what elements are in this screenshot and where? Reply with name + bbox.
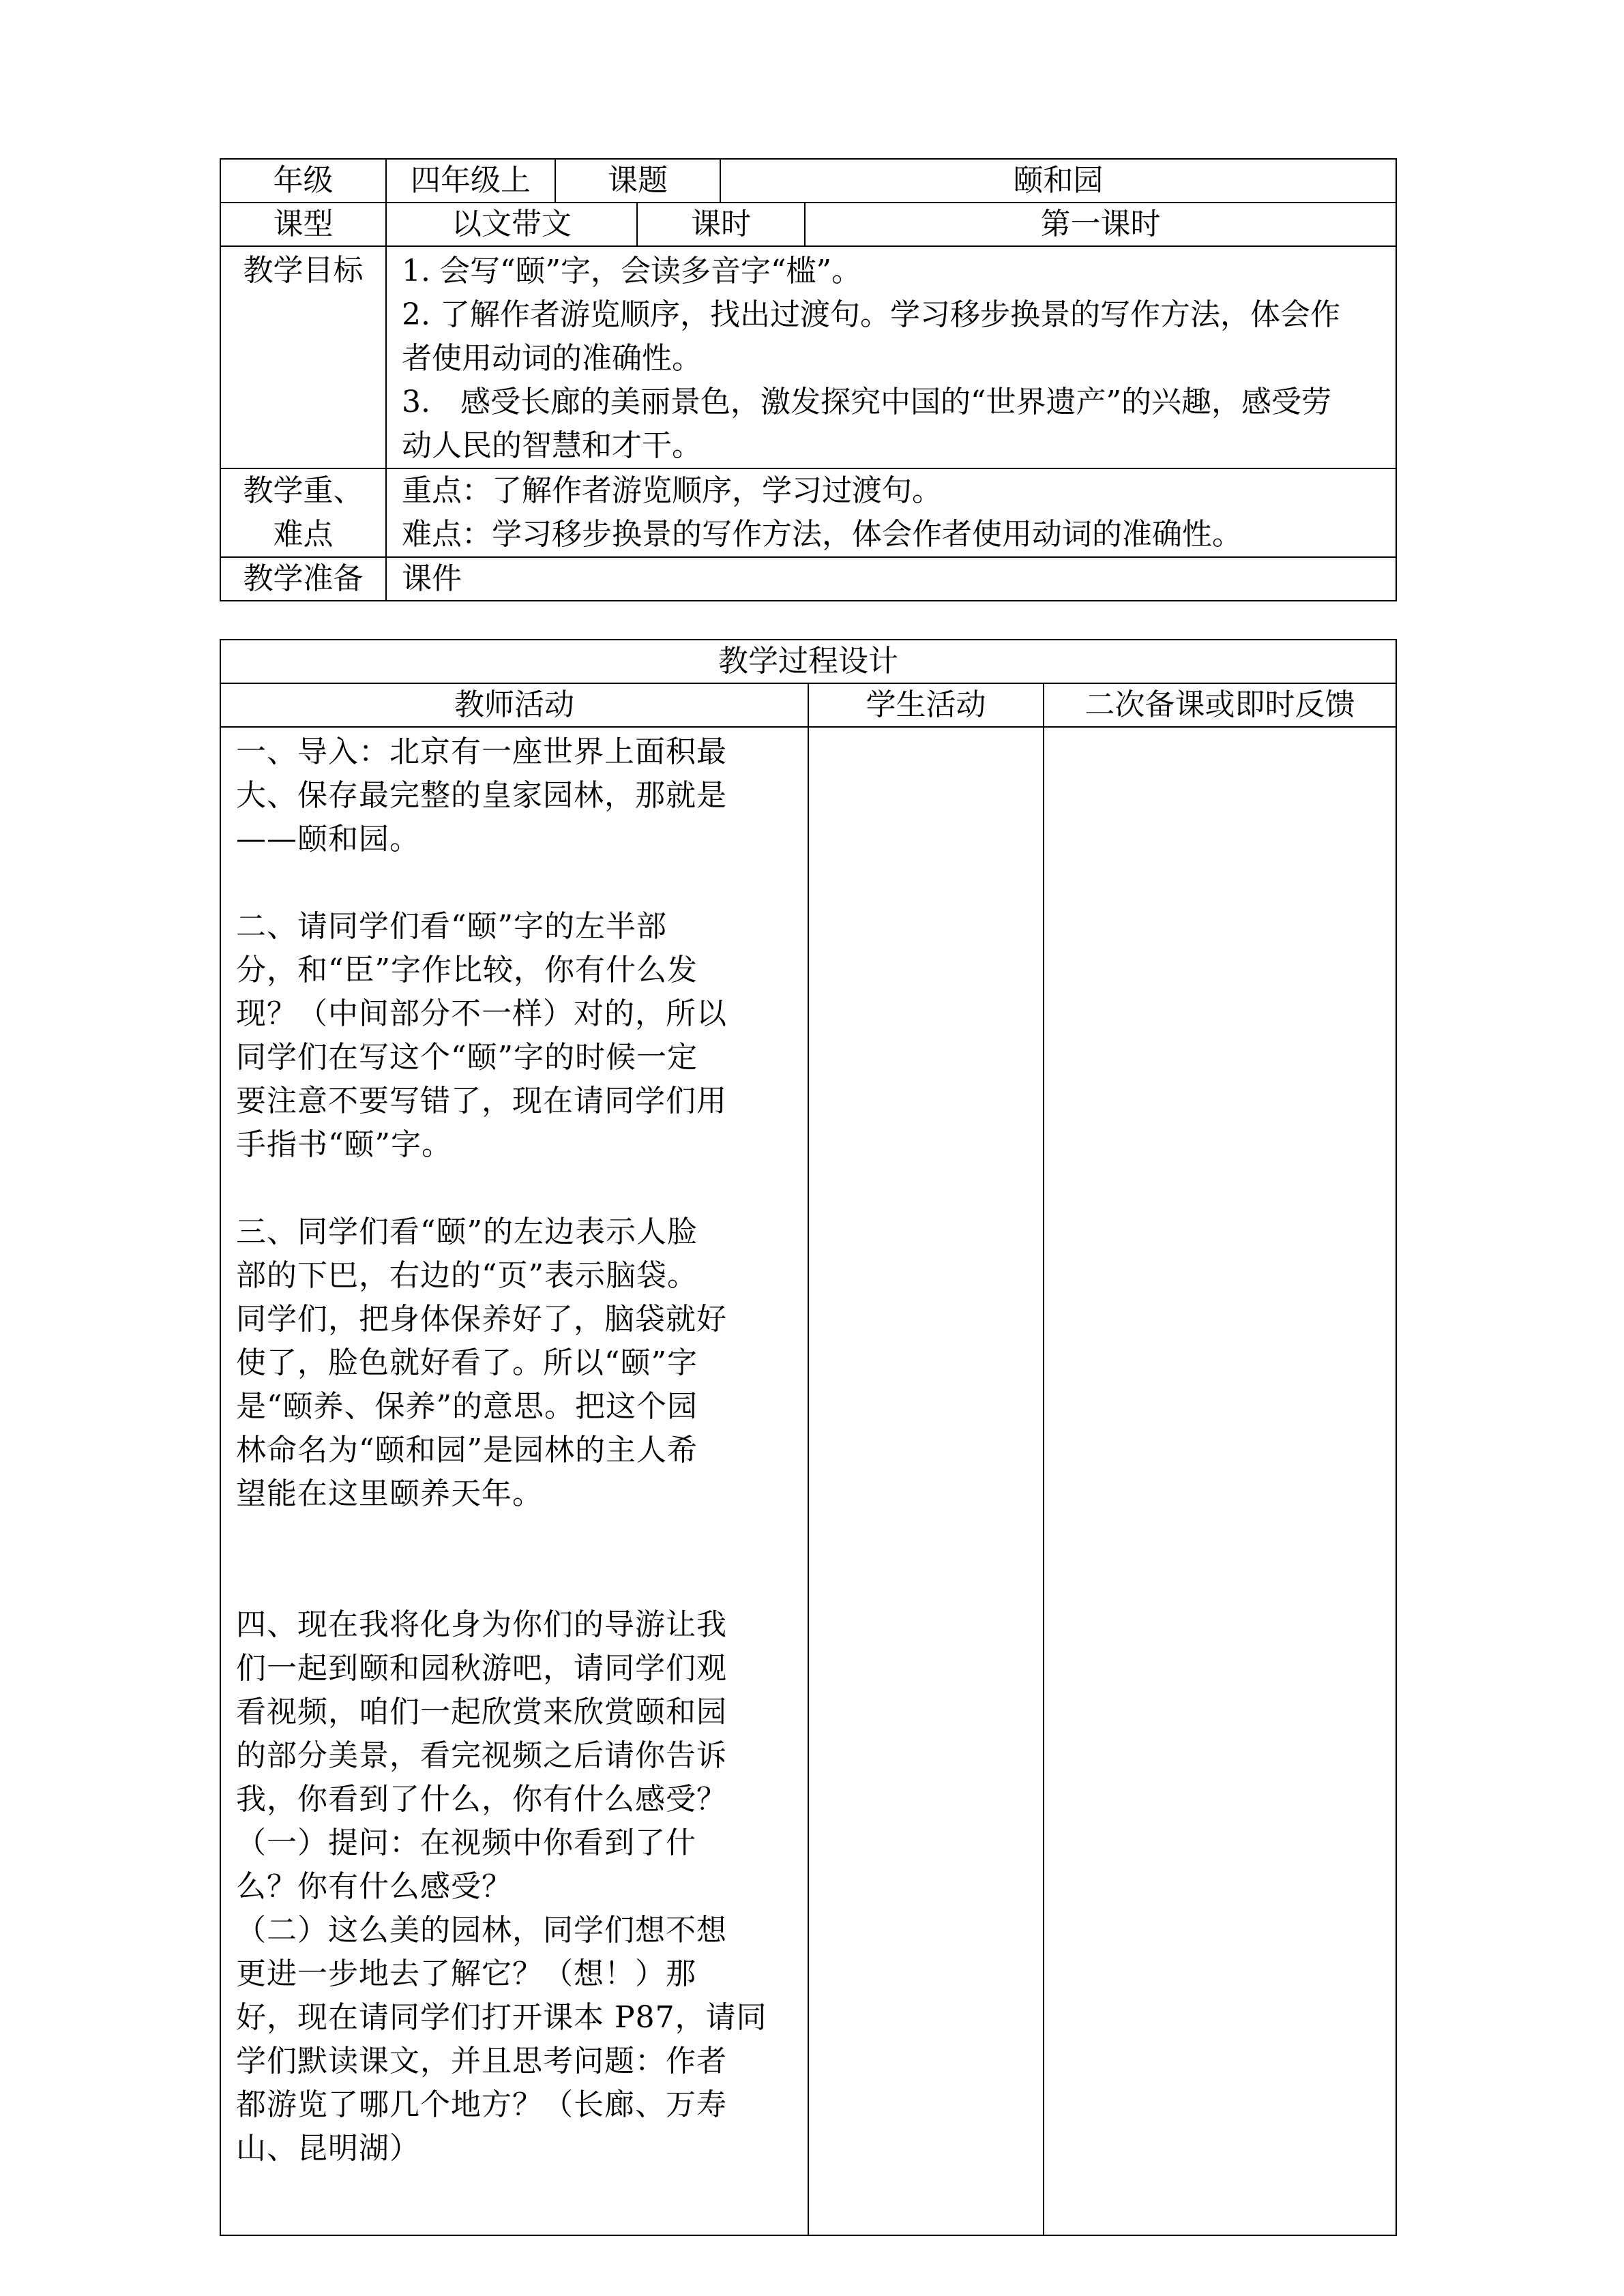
teacher-activity-line: 使了，脸色就好看了。所以“颐”字 [236, 1345, 698, 1380]
teacher-activity-line: 么？你有什么感受？ [236, 1869, 512, 1904]
teacher-activity-line: 部的下巴，右边的“页”表示脑袋。 [236, 1258, 698, 1293]
col-feedback-header: 二次备课或即时反馈 [1044, 683, 1396, 727]
prep-row [220, 557, 1396, 601]
type-value: 以文带文 [386, 203, 637, 246]
blank-line [236, 861, 794, 905]
goals-row [220, 246, 1396, 468]
teacher-activity-line: 四、现在我将化身为你们的导游让我 [236, 1607, 727, 1642]
teacher-activity-line: 山、昆明湖） [236, 2131, 420, 2166]
teacher-activity-line: 同学们，把身体保养好了，脑袋就好 [236, 1302, 727, 1337]
blank-line [236, 1560, 794, 1603]
topic-value: 颐和园 [720, 159, 1396, 203]
goal-line-3: 者使用动词的准确性。 [402, 341, 702, 376]
goals-cell [386, 246, 1396, 468]
teacher-activity-line: 更进一步地去了解它？（想！）那 [236, 1956, 696, 1991]
process-title-row [220, 640, 1396, 683]
teacher-activity-line: 是“颐养、保养”的意思。把这个园 [236, 1389, 698, 1424]
period-label: 课时 [638, 203, 806, 245]
teacher-activity-line: 一、导入：北京有一座世界上面积最 [236, 734, 727, 769]
process-body-row [220, 727, 1396, 2235]
grade-label: 年级 [220, 159, 386, 203]
teacher-activity-line: 我，你看到了什么，你有什么感受？ [236, 1782, 727, 1817]
keypoints-label-line-2: 难点 [273, 517, 334, 552]
teacher-activity-line: 林命名为“颐和园”是园林的主人希 [236, 1433, 698, 1467]
keypoints-label [220, 468, 386, 557]
keypoint-text: 重点：了解作者游览顺序，学习过渡句。 [402, 473, 942, 508]
goal-line-4: 3. 感受长廊的美丽景色，激发探究中国的“世界遗产”的兴趣，感受劳 [402, 385, 1331, 419]
teacher-activity-line: 学们默读课文，并且思考问题：作者 [236, 2044, 727, 2078]
goals-label: 教学目标 [220, 246, 386, 468]
goal-line-1: 1. 会写“颐”字，会读多音字“槛”。 [402, 254, 861, 288]
blank-line [236, 1516, 794, 1560]
teacher-activity-line: 望能在这里颐养天年。 [236, 1476, 543, 1511]
teacher-activity-line: 都游览了哪几个地方？（长廊、万寿 [236, 2087, 727, 2122]
teacher-activity-line: 好，现在请同学们打开课本 P87，请同 [236, 2000, 767, 2035]
process-title: 教学过程设计 [220, 640, 1396, 683]
prep-value: 课件 [386, 557, 1396, 601]
teacher-activity-line: 同学们在写这个“颐”字的时候一定 [236, 1040, 698, 1075]
teacher-activity-line: 二、请同学们看“颐”字的左半部 [236, 909, 667, 944]
blank-line [236, 1167, 794, 1210]
lesson-info-table [220, 158, 1397, 601]
period-value: 第一课时 [1040, 207, 1161, 241]
feedback-cell [1044, 727, 1396, 2235]
prep-label: 教学准备 [220, 557, 386, 601]
teacher-activity-line: 们一起到颐和园秋游吧，请同学们观 [236, 1651, 727, 1686]
teacher-activity-line: 大、保存最完整的皇家园林，那就是 [236, 778, 727, 813]
teacher-activity-line: 看视频，咱们一起欣赏来欣赏颐和园 [236, 1695, 727, 1729]
keypoints-label-line-1: 教学重、 [243, 473, 364, 508]
difficulty-text: 难点：学习移步换景的写作方法，体会作者使用动词的准确性。 [402, 517, 1242, 552]
teacher-activity-line: 分，和“臣”字作比较，你有什么发 [236, 953, 698, 987]
teacher-activity-line: 的部分美景，看完视频之后请你告诉 [236, 1738, 727, 1773]
col-teacher-header: 教师活动 [220, 683, 808, 727]
goal-line-2: 2. 了解作者游览顺序，找出过渡句。学习移步换景的写作方法，体会作 [402, 297, 1340, 332]
student-activity-cell [808, 727, 1044, 2235]
teacher-activity-line: （二）这么美的园林，同学们想不想 [236, 1913, 727, 1948]
keypoints-row [220, 468, 1396, 557]
keypoints-cell [386, 468, 1396, 557]
teacher-activity-cell [220, 727, 808, 2235]
grade-row [220, 159, 1396, 203]
process-header-row [220, 683, 1396, 727]
teacher-activity-line: 现？（中间部分不一样）对的，所以 [236, 996, 727, 1031]
teacher-activity-line: 三、同学们看“颐”的左边表示人脸 [236, 1214, 698, 1249]
grade-value: 四年级上 [386, 159, 555, 203]
col-student-header: 学生活动 [808, 683, 1044, 727]
teacher-activity-line: （一）提问：在视频中你看到了什 [236, 1825, 696, 1860]
teacher-activity-line: 手指书“颐”字。 [236, 1127, 452, 1162]
type-row [220, 203, 1396, 246]
teaching-process-table [220, 639, 1397, 2236]
type-label: 课型 [220, 203, 386, 246]
teacher-activity-line: 要注意不要写错了，现在请同学们用 [236, 1084, 727, 1118]
teacher-activity-line: ——颐和园。 [236, 822, 420, 856]
topic-label: 课题 [555, 159, 720, 203]
goal-line-5: 动人民的智慧和才干。 [402, 428, 702, 463]
